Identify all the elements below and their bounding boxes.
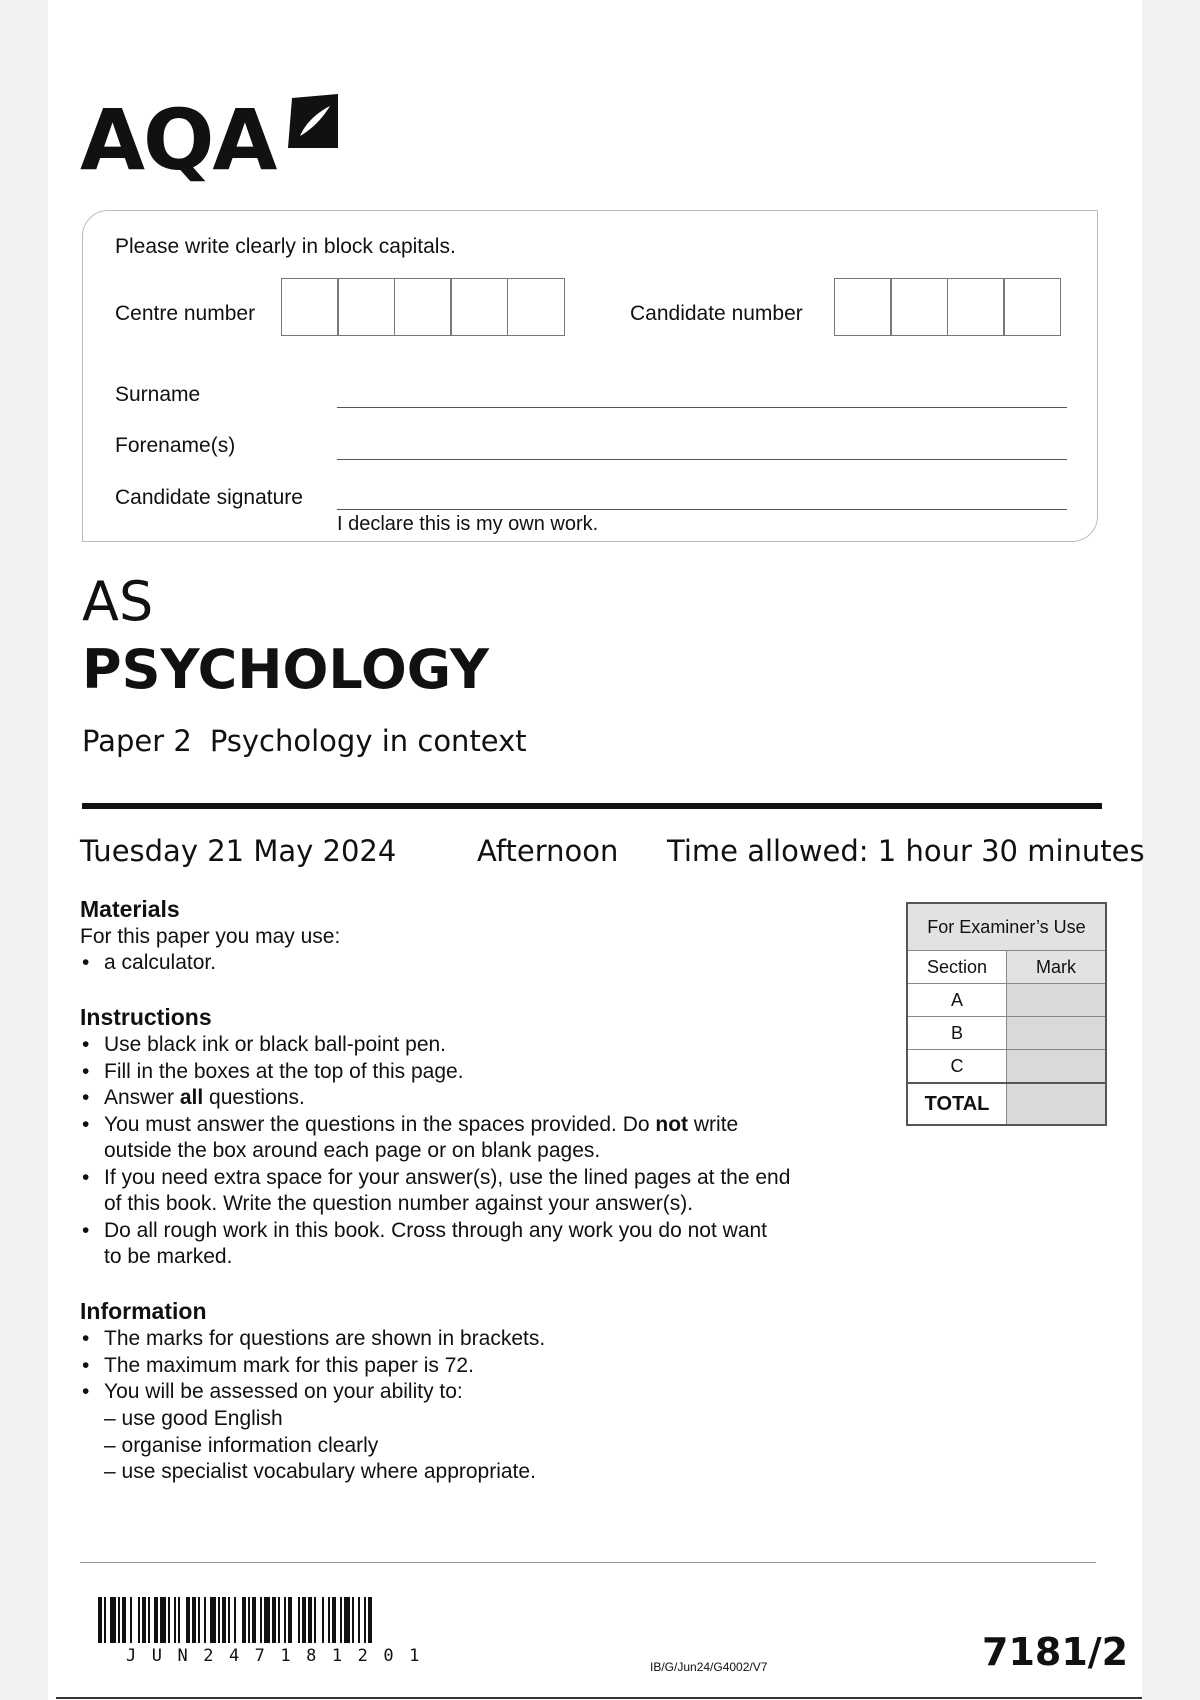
list-item: • The maximum mark for this paper is 72. [80,1353,545,1380]
section-cell: A [907,984,1007,1017]
candidate-number-boxes[interactable] [835,278,1061,336]
section-column-header: Section [907,951,1007,984]
examiner-use-table [906,902,1107,1126]
subject-title: PSYCHOLOGY [82,638,490,701]
materials-intro: For this paper you may use: [80,925,341,948]
list-item: • You must answer the questions in the spaces provided. Do not write outside the box around each page or on blank pages. [80,1112,790,1165]
candidate-number-box[interactable] [834,278,892,336]
aqa-logo-mark-icon [284,92,340,154]
list-item: • Answer all questions. [80,1085,790,1112]
mark-column-header: Mark [1007,951,1107,984]
list-item: – organise information clearly [104,1433,379,1457]
forename-label: Forename(s) [115,434,236,457]
list-item: – use specialist vocabulary where appropriate. [104,1460,536,1483]
information-sub-list [80,1406,536,1486]
aqa-logo: AQA [80,91,276,189]
section-cell: B [907,1017,1007,1050]
centre-number-box[interactable] [337,278,395,336]
barcode-icon [98,1597,482,1643]
footer-rule [80,1562,1096,1563]
barcode-number: JUN247181201 [126,1646,435,1666]
centre-number-box[interactable] [394,278,452,336]
information-list [80,1326,545,1406]
forename-field[interactable] [337,459,1067,460]
materials-list [80,950,216,977]
list-item: • Fill in the boxes at the top of this page. [80,1059,790,1086]
list-item: – use good English [104,1407,283,1430]
paper-reference: IB/G/Jun24/G4002/V7 [650,1660,768,1674]
instructions-list [80,1032,790,1271]
candidate-number-box[interactable] [890,278,948,336]
list-item: • Use black ink or black ball-point pen. [80,1032,790,1059]
candidate-number-box[interactable] [1003,278,1061,336]
centre-number-box[interactable] [507,278,565,336]
candidate-number-box[interactable] [947,278,1005,336]
total-label: TOTAL [907,1083,1007,1125]
section-cell: C [907,1050,1007,1084]
paper-title [82,724,527,758]
signature-field[interactable] [337,509,1067,510]
form-instruction: Please write clearly in block capitals. [115,235,456,258]
centre-number-box[interactable] [281,278,339,336]
surname-label: Surname [115,383,201,406]
list-item: • If you need extra space for your answer(s), use the lined pages at the end of this book. Write the question number against your answer(s). [80,1165,790,1218]
time-allowed: Time allowed: 1 hour 30 minutes [667,834,1145,868]
page-bottom-border [56,1697,1142,1699]
mark-cell [1007,984,1107,1017]
list-item: • You will be assessed on your ability to: [80,1379,545,1406]
materials-heading: Materials [80,896,180,922]
centre-number-boxes[interactable] [282,278,565,336]
declaration-text: I declare this is my own work. [337,513,599,535]
mark-cell [1007,1050,1107,1084]
centre-number-label: Centre number [115,302,256,325]
surname-field[interactable] [337,407,1067,408]
mark-cell [1007,1017,1107,1050]
title-rule [82,803,1102,809]
candidate-number-label: Candidate number [630,302,803,325]
centre-number-box[interactable] [450,278,508,336]
list-item: • a calculator. [80,950,216,977]
paper-code: 7181/2 [982,1630,1129,1674]
exam-period: Afternoon [477,834,619,868]
signature-label: Candidate signature [115,486,303,509]
exam-date: Tuesday 21 May 2024 [80,834,397,868]
paper-name: Psychology in context [209,724,527,758]
information-heading: Information [80,1298,207,1324]
examiner-table-title: For Examiner’s Use [907,903,1106,951]
paper-number: Paper 2 [82,724,192,758]
list-item: • Do all rough work in this book. Cross through any work you do not want to be marked. [80,1218,790,1271]
list-item: • The marks for questions are shown in brackets. [80,1326,545,1353]
instructions-heading: Instructions [80,1004,212,1030]
qualification-level: AS [82,570,154,633]
total-mark-cell [1007,1083,1107,1125]
